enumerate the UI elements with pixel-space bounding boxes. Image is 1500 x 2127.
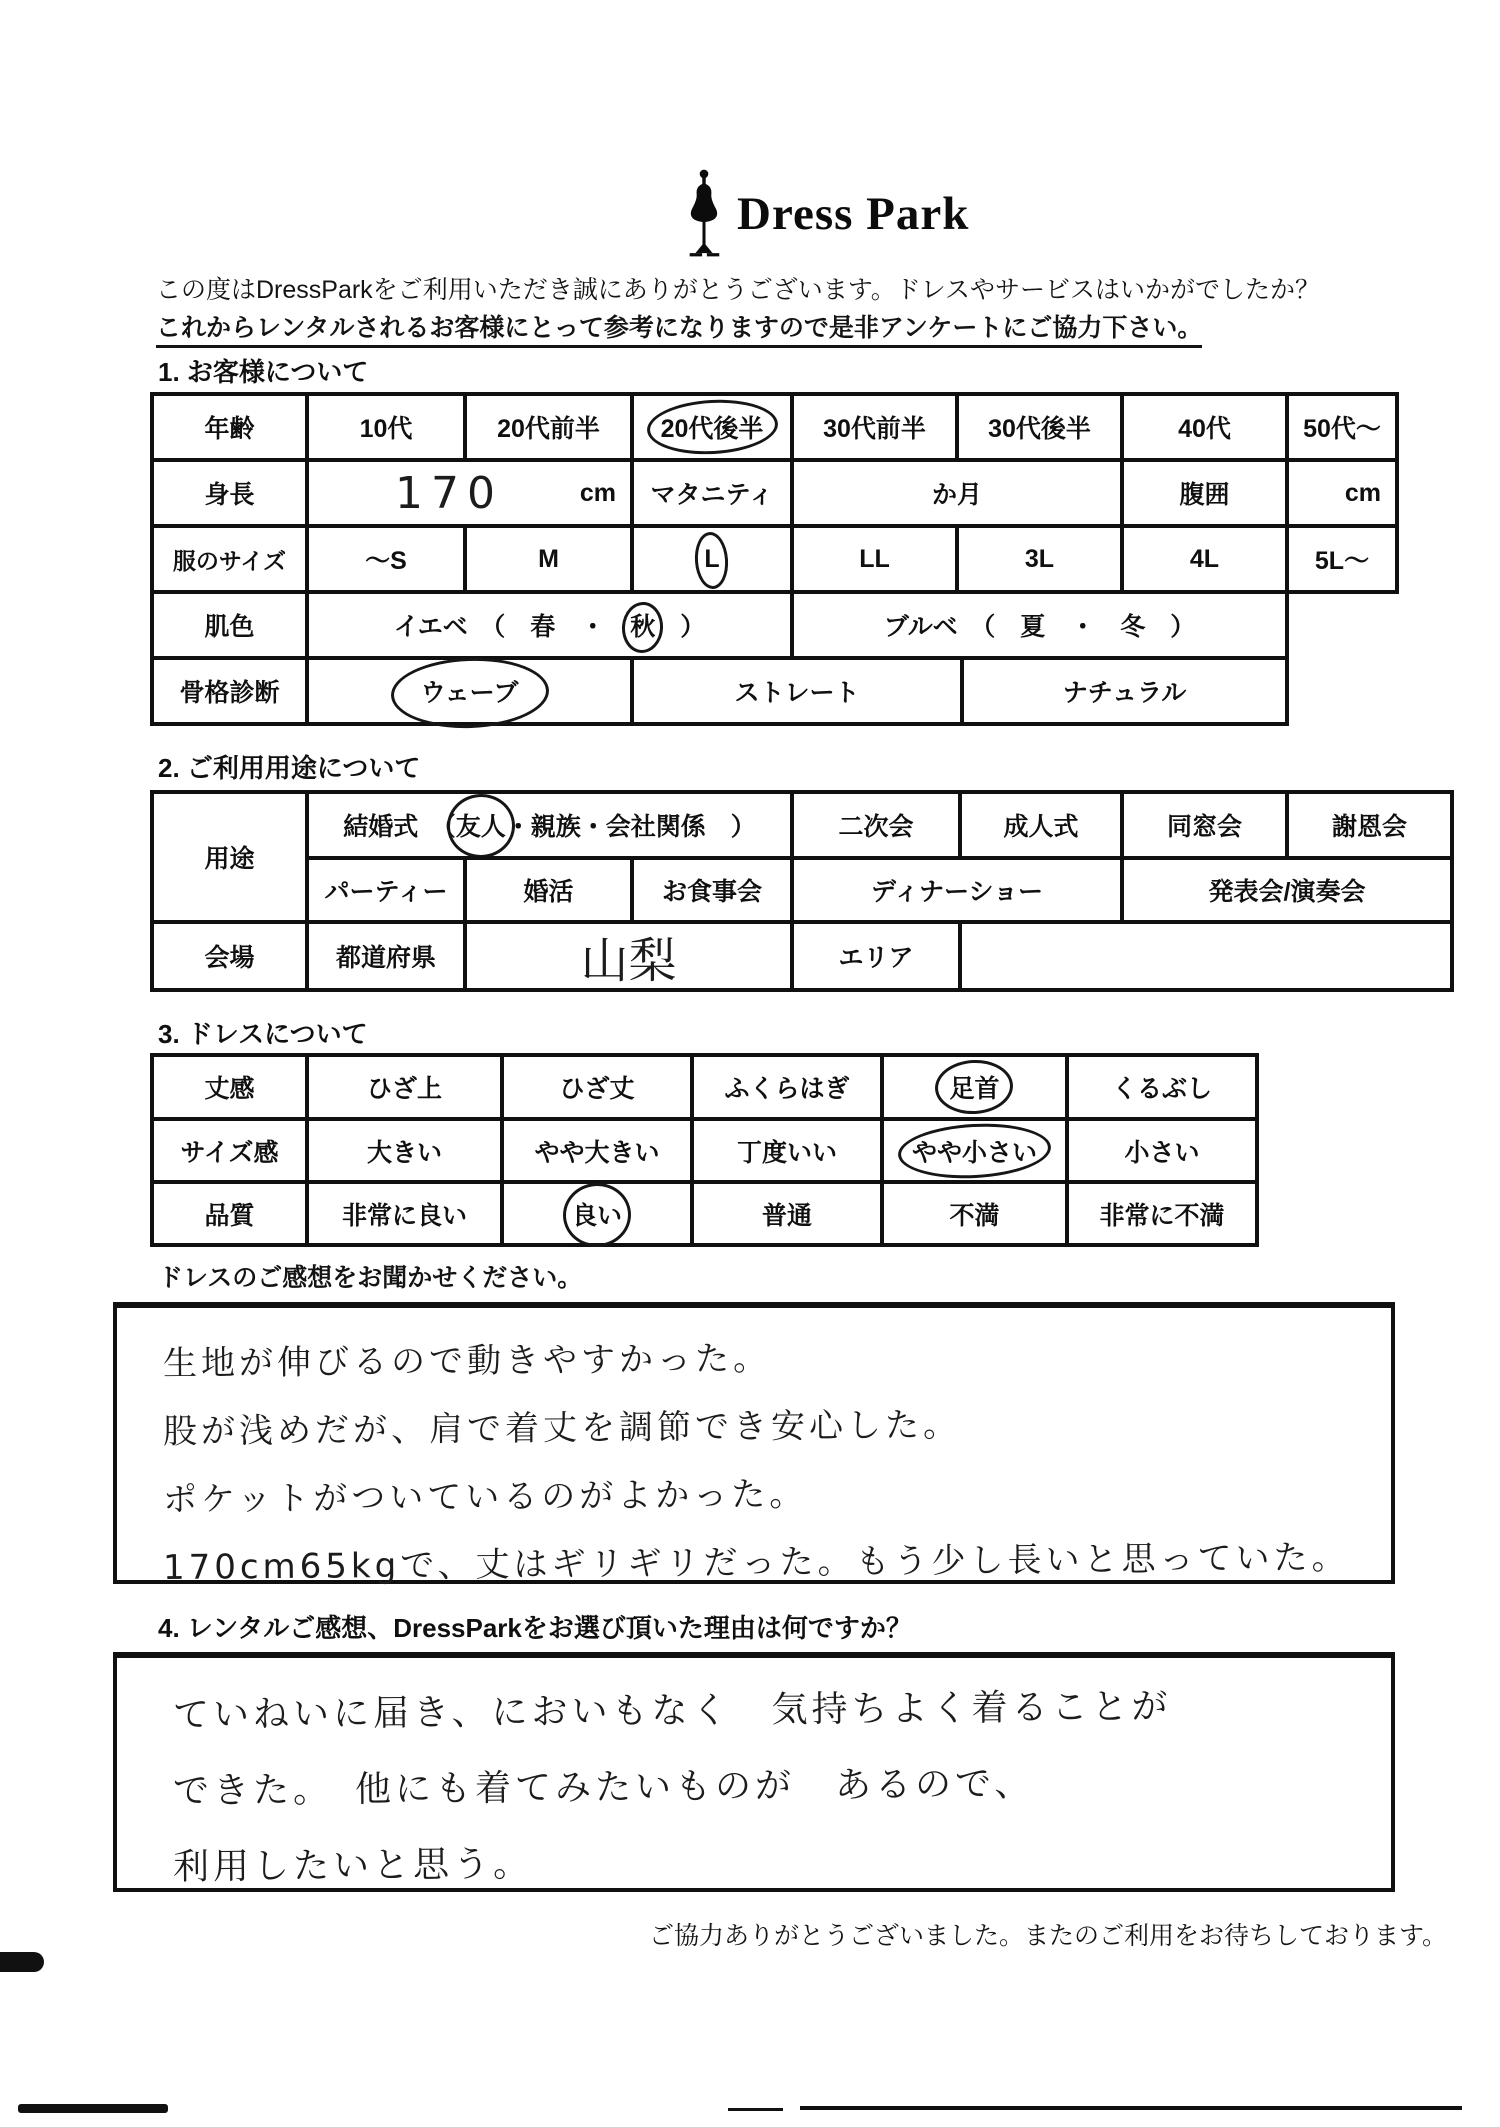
fit-option-cell: 丁度いい	[690, 1117, 884, 1184]
size-option-cell: ～S	[305, 524, 467, 594]
dress-feedback-box	[113, 1302, 1395, 1588]
age-option-cell: 40代	[1120, 392, 1289, 462]
area-label-cell: エリア	[790, 920, 962, 992]
purpose-option-cell: 二次会	[790, 790, 962, 860]
quality-option-cell: 良い	[500, 1180, 694, 1247]
intro-thanks-line: この度はDressParkをご利用いただき誠にありがとうございます。ドレスやサービスはいかがでしたか？	[156, 276, 1320, 304]
length-option-cell: ふくらはぎ	[690, 1053, 884, 1121]
size-option-cell: M	[463, 524, 634, 594]
circled-answer: 秋	[630, 607, 655, 643]
maternity-label-cell: マタニティ	[630, 458, 794, 528]
skin-blue-cell: ブルベ （ 夏 ・ 冬 ）	[790, 590, 1289, 660]
prefecture-value-cell	[463, 920, 794, 992]
skeleton-option-cell: ウェーブ	[305, 656, 634, 726]
height-value-cell	[305, 458, 634, 528]
age-option-cell: 10代	[305, 392, 467, 462]
fit-option-cell: 大きい	[305, 1117, 504, 1184]
skeleton-option-cell: ナチュラル	[960, 656, 1289, 726]
scan-line-artifact	[728, 2108, 783, 2111]
waist-unit-cell: cm	[1285, 458, 1399, 528]
quality-label-cell: 品質	[150, 1180, 309, 1247]
skin-label-cell: 肌色	[150, 590, 309, 660]
brand-name: Dress Park	[737, 188, 970, 240]
waist-label-cell: 腹囲	[1120, 458, 1289, 528]
dress-feedback-prompt: ドレスのご感想をお聞かせください。	[158, 1264, 583, 1292]
intro-request-line: これからレンタルされるお客様にとって参考になりますので是非アンケートにご協力下さい。	[156, 308, 1202, 344]
age-option-cell: 30代前半	[790, 392, 959, 462]
age-option-cell: 30代後半	[955, 392, 1124, 462]
circled-answer: 友人	[456, 807, 506, 843]
brand-logo	[683, 168, 969, 260]
size-option-cell: LL	[790, 524, 959, 594]
handwritten-comment-line: 利用したいと思う。	[172, 1843, 534, 1888]
size-option-cell: 4L	[1120, 524, 1289, 594]
skeleton-label-cell: 骨格診断	[150, 656, 309, 726]
size-option-cell: 3L	[955, 524, 1124, 594]
size-option-cell: L	[630, 524, 794, 594]
handwritten-comment-line: 生地が伸びるので動きやすかった。	[162, 1338, 772, 1384]
handwritten-comment-line: できた。 他にも着てみたいものが あるので、	[172, 1763, 1035, 1812]
quality-option-cell: 不満	[880, 1180, 1069, 1247]
age-option-cell: 20代後半	[630, 392, 794, 462]
length-option-cell: 足首	[880, 1053, 1069, 1121]
purpose-wedding-cell: 結婚式 （ 友人 ・親族・会社関係 ）	[305, 790, 794, 860]
section4-heading: 4. レンタルご感想、DressParkをお選び頂いた理由は何ですか？	[158, 1613, 912, 1643]
purpose-option-cell: パーティー	[305, 856, 467, 924]
purpose-option-cell: ディナーショー	[790, 856, 1124, 924]
length-option-cell: ひざ丈	[500, 1053, 694, 1121]
purpose-label-cell: 用途	[150, 790, 309, 924]
scan-smudge	[0, 1952, 44, 1972]
purpose-option-cell: 謝恩会	[1285, 790, 1454, 860]
size-option-cell: 5L～	[1285, 524, 1399, 594]
handwritten-comment-line: 股が浅めだが、肩で着丈を調節でき安心した。	[162, 1405, 962, 1452]
footer-thanks: ご協力ありがとうございました。またのご利用をお待ちしております。	[648, 1922, 1447, 1950]
height-unit: cm	[579, 478, 616, 507]
handwritten-comment-line: ポケットがついているのがよかった。	[162, 1474, 808, 1520]
maternity-months-cell: か月	[790, 458, 1124, 528]
skin-yellow-cell: イエベ （ 春 ・ 秋 ）	[305, 590, 794, 660]
quality-option-cell: 非常に良い	[305, 1180, 504, 1247]
section2-heading: 2. ご利用用途について	[158, 753, 421, 783]
length-label-cell: 丈感	[150, 1053, 309, 1121]
skeleton-option-cell: ストレート	[630, 656, 964, 726]
rental-feedback-box	[113, 1652, 1395, 1892]
age-option-cell: 50代～	[1285, 392, 1399, 462]
length-option-cell: くるぶし	[1065, 1053, 1259, 1121]
area-value-cell	[958, 920, 1454, 992]
fit-option-cell: やや大きい	[500, 1117, 694, 1184]
height-label-cell: 身長	[150, 458, 309, 528]
size-label-cell: 服のサイズ	[150, 524, 309, 594]
length-option-cell: ひざ上	[305, 1053, 504, 1121]
fit-option-cell: やや小さい	[880, 1117, 1069, 1184]
prefecture-label-cell: 都道府県	[305, 920, 467, 992]
quality-option-cell: 非常に不満	[1065, 1180, 1259, 1247]
section3-heading: 3. ドレスについて	[158, 1019, 368, 1049]
purpose-option-cell: 発表会/演奏会	[1120, 856, 1454, 924]
scan-smudge	[18, 2104, 168, 2113]
age-option-cell: 20代前半	[463, 392, 634, 462]
scan-line-artifact	[800, 2106, 1462, 2110]
venue-label-cell: 会場	[150, 920, 309, 992]
fit-label-cell: サイズ感	[150, 1117, 309, 1184]
section1-heading: 1. お客様について	[158, 357, 369, 387]
quality-option-cell: 普通	[690, 1180, 884, 1247]
handwritten-comment-line: ていねいに届き、においもなく 気持ちよく着ることが	[172, 1686, 1172, 1736]
handwritten-comment-line: 170cm65kgで、丈はギリギリだった。もう少し長いと思っていた。	[162, 1537, 1350, 1588]
purpose-option-cell: 同窓会	[1120, 790, 1289, 860]
prefecture-handwritten-value: 山梨	[580, 932, 677, 989]
height-handwritten-value: 170	[395, 467, 503, 519]
age-label-cell: 年齢	[150, 392, 309, 462]
fit-option-cell: 小さい	[1065, 1117, 1259, 1184]
purpose-option-cell: 成人式	[958, 790, 1124, 860]
purpose-option-cell: お食事会	[630, 856, 794, 924]
purpose-option-cell: 婚活	[463, 856, 634, 924]
dress-form-icon	[683, 168, 725, 260]
